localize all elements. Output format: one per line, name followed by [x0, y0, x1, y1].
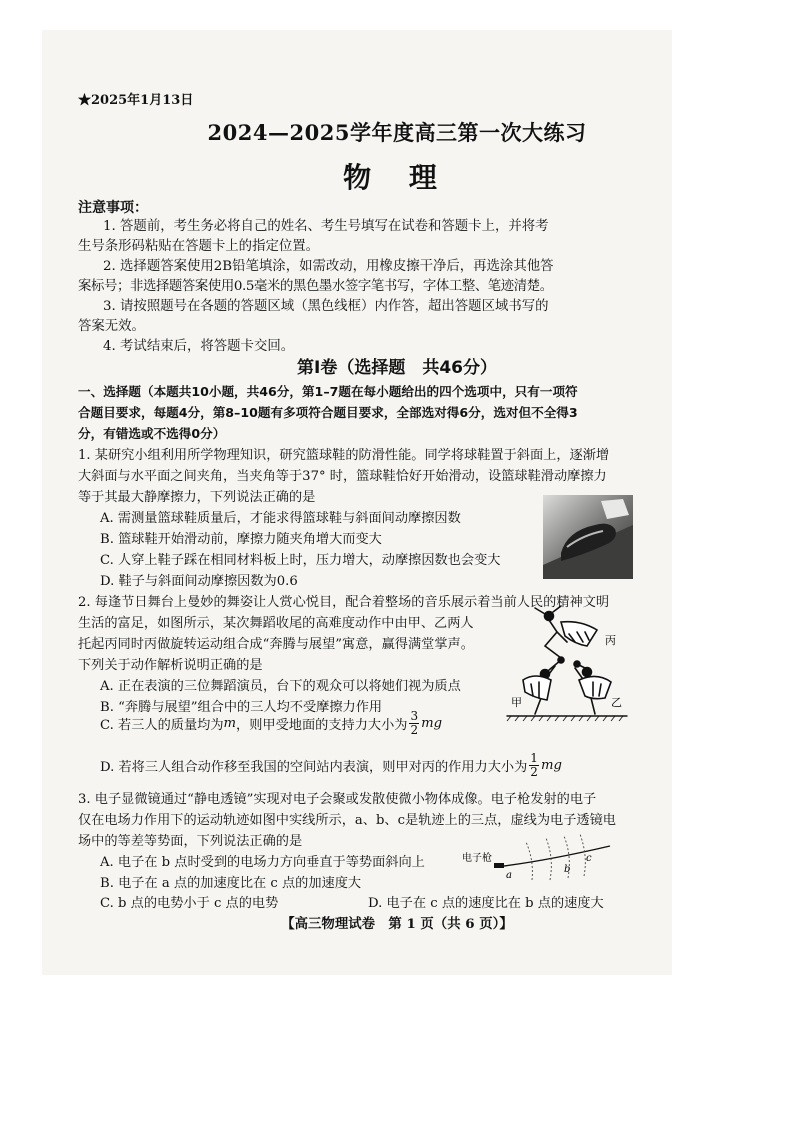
q1-option-c: C. 人穿上鞋子踩在相同材料板上时，压力增大，动摩擦因数也会变大 — [100, 553, 501, 568]
fraction-numerator: 1 — [530, 750, 538, 765]
q2-option-d-unit: mg — [540, 757, 562, 773]
q1-option-d: D. 鞋子与斜面间动摩擦因数为0.6 — [100, 574, 298, 589]
basketball-shoe-photo — [543, 495, 633, 579]
q2-option-d-fraction — [529, 752, 539, 779]
electron-gun-icon — [494, 863, 504, 868]
label-electron-gun: 电子枪 — [462, 853, 492, 864]
page-footer: 【高三物理试卷 第 1 页（共 6 页）】 — [281, 916, 513, 932]
exam-title: 2024—2025学年度高三第一次大练习 — [207, 120, 587, 145]
section-instruction: 一、选择题（本题共10小题，共46分，第1–7题在每小题给出的四个选项中，只有一项符 — [78, 384, 578, 399]
notice-line: 1. 答题前，考生务必将自己的姓名、考生号填写在试卷和答题卡上，并将考 — [103, 219, 549, 234]
notice-line: 4. 考试结束后，将答题卡交回。 — [103, 339, 295, 354]
q3-option-d: D. 电子在 c 点的速度比在 b 点的速度大 — [368, 896, 604, 911]
q1-option-a: A. 需测量篮球鞋质量后，才能求得篮球鞋与斜面间动摩擦因数 — [100, 511, 461, 526]
q2-stem: 下列关于动作解析说明正确的是 — [78, 658, 263, 673]
q1-stem: 等于其最大静摩擦力，下列说法正确的是 — [78, 490, 316, 505]
q2-stem: 托起丙同时丙做旋转运动组合成“奔腾与展望”寓意，赢得满堂掌声。 — [78, 637, 474, 652]
q1-stem: 1. 某研究小组利用所学物理知识，研究篮球鞋的防滑性能。同学将球鞋置于斜面上，逐渐增 — [78, 448, 610, 463]
electron-lens-figure — [460, 830, 620, 882]
q2-option-c-mid: ，则甲受地面的支持力大小为 — [236, 717, 408, 733]
q3-option-a: A. 电子在 b 点时受到的电场力方向垂直于等势面斜向上 — [100, 855, 425, 870]
q3-option-c: C. b 点的电势小于 c 点的电势 — [100, 896, 279, 911]
fraction-denominator: 2 — [410, 722, 419, 737]
section-title: 第Ⅰ卷（选择题 共46分） — [297, 358, 497, 378]
label-a: a — [506, 870, 512, 881]
label-c: c — [586, 853, 592, 864]
notice-line: 答案无效。 — [78, 319, 145, 334]
q2-option-d — [100, 750, 562, 780]
fraction-numerator: 3 — [410, 708, 419, 723]
q2-option-b: B. “奔腾与展望”组合中的三人均不受摩擦力作用 — [100, 700, 383, 715]
q2-stem: 生活的富足，如图所示，某次舞蹈收尾的高难度动作中由甲、乙两人 — [78, 616, 474, 631]
label-jia: 甲 — [511, 696, 522, 709]
label-b: b — [564, 864, 571, 875]
subject-title: 物 理 — [343, 161, 451, 194]
q3-option-b: B. 电子在 a 点的加速度比在 c 点的加速度大 — [100, 876, 362, 891]
notice-heading: 注意事项： — [78, 200, 148, 216]
notice-line: 2. 选择题答案使用2B铅笔填涂，如需改动，用橡皮擦干净后，再选涂其他答 — [103, 259, 554, 274]
q2-option-c-text: C. 若三人的质量均为 — [100, 717, 224, 733]
q2-option-c-unit: mg — [421, 715, 443, 731]
q2-option-d-text: D. 若将三人组合动作移至我国的空间站内表演，则甲对丙的作用力大小为 — [100, 759, 528, 775]
notice-line: 生号条形码粘贴在答题卡上的指定位置。 — [78, 239, 320, 254]
section-instruction: 合题目要求，每题4分，第8–10题有多项符合题目要求，全部选对得6分，选对但不全得3 — [78, 405, 578, 420]
q3-stem: 3. 电子显微镜通过“静电透镜”实现对电子会聚或发散使微小物体成像。电子枪发射的电子 — [78, 792, 597, 807]
q2-option-a: A. 正在表演的三位舞蹈演员，台下的观众可以将她们视为质点 — [100, 679, 461, 694]
q2-option-c-fraction — [409, 710, 419, 737]
q1-option-b: B. 篮球鞋开始滑动前，摩擦力随夹角增大而变大 — [100, 532, 382, 547]
q2-option-c — [100, 708, 442, 738]
fraction-denominator: 2 — [530, 764, 538, 779]
q1-stem: 大斜面与水平面之间夹角，当夹角等于37° 时，篮球鞋恰好开始滑动，设篮球鞋滑动摩擦力 — [78, 469, 607, 484]
section-instruction: 分，有错选或不选得0分） — [78, 426, 226, 441]
notice-line: 案标号；非选择题答案使用0.5毫米的黑色墨水签字笔书写，字体工整、笔迹清楚。 — [78, 279, 553, 294]
dancers-figure — [505, 602, 630, 724]
q3-stem: 场中的等差等势面，下列说法正确的是 — [78, 834, 303, 849]
q3-stem: 仅在电场力作用下的运动轨迹如图中实线所示，a、b、c是轨迹上的三点，虚线为电子透镜电 — [78, 813, 616, 828]
exam-date: ★2025年1月13日 — [78, 93, 194, 108]
notice-line: 3. 请按照题号在各题的答题区域（黑色线框）内作答，超出答题区域书写的 — [103, 299, 549, 314]
trajectory-line — [504, 846, 610, 866]
q2-option-c-m: m — [223, 715, 237, 731]
label-bing: 丙 — [605, 634, 616, 647]
q2-stem: 2. 每逢节日舞台上曼妙的舞姿让人赏心悦目，配合着整场的音乐展示着当前人民的精神文明 — [78, 595, 610, 610]
label-yi: 乙 — [611, 696, 622, 709]
